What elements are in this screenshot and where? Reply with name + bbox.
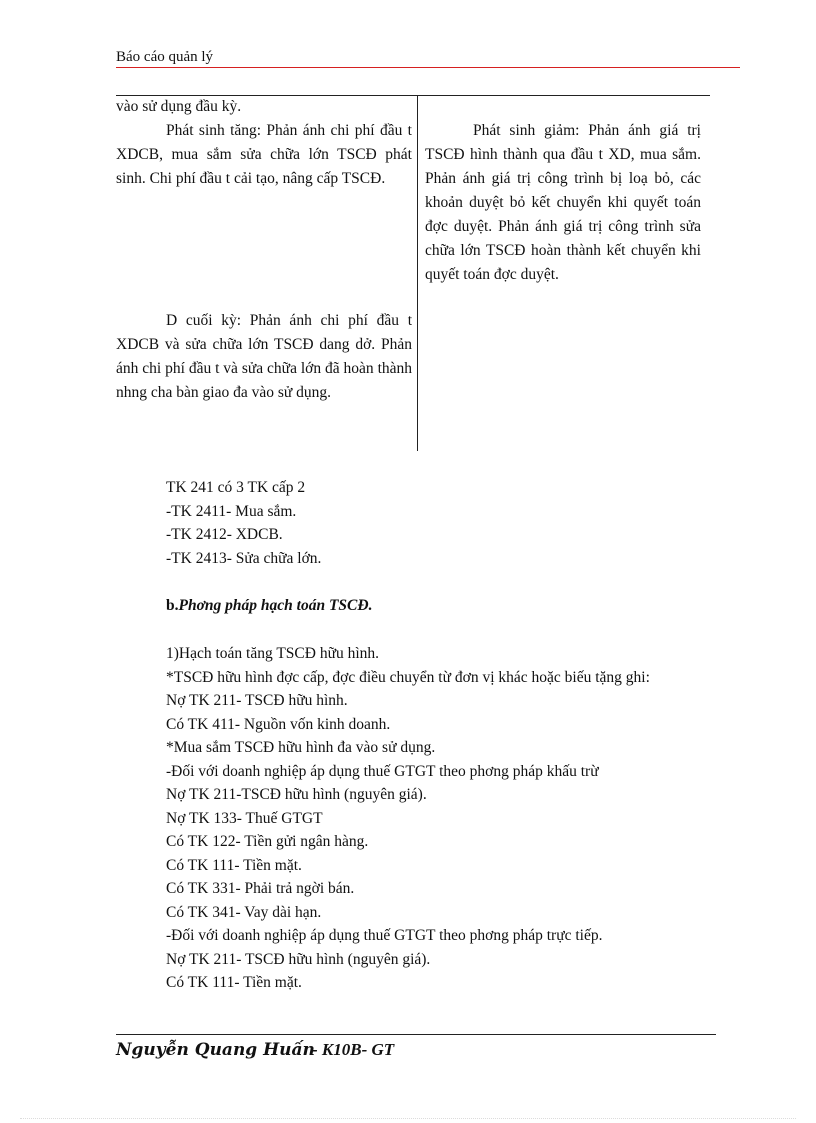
entry-line: Có TK 122- Tiền gửi ngân hàng. <box>166 833 369 850</box>
entry-line: -Đối với doanh nghiệp áp dụng thuế GTGT theo phơng pháp trực tiếp. <box>166 927 603 944</box>
entry-line: Có TK 341- Vay dài hạn. <box>166 903 322 921</box>
left-carry-line: vào sử dụng đầu kỳ. <box>116 98 242 115</box>
right-decrease-text: Phát sinh giảm: Phản ánh giá trị TSCĐ hình thành qua đầu t XD, mua sắm. Phản ánh giá trị công trình bị loạ bỏ, các khoản duyệt bỏ kết chuyển khi quyết toán đợc duyệt. Phản ánh giá trị công trình sửa chữa lớn TSCĐ hoàn thành kết chuyển khi quyết toán đợc duyệt. <box>425 122 701 283</box>
entry-line: *Mua sắm TSCĐ hữu hình đa vào sử dụng. <box>166 739 436 756</box>
header-divider <box>116 67 740 68</box>
entry-paragraph: *TSCĐ hữu hình đợc cấp, đợc điều chuyển từ đơn vị khác hoặc biếu tặng ghi: <box>166 668 650 686</box>
table-column-divider <box>417 95 418 451</box>
page-bottom-dotted-edge <box>20 1118 796 1119</box>
left-ending-text: D cuối kỳ: Phản ánh chi phí đầu t XDCB và sửa chữa lớn TSCĐ dang dở. Phản ánh chi phí đầu t và sửa chữa lớn đã hoàn thành nhng cha bàn giao đa vào sử dụng. <box>116 312 412 401</box>
account-item: -TK 2413- Sửa chữa lớn. <box>166 549 322 567</box>
footer-author-signature: Nguyễn Quang Huấn <box>116 1040 315 1060</box>
section-b-heading <box>116 594 738 618</box>
table-right-column <box>425 119 701 287</box>
table-left-column <box>116 95 412 191</box>
entry-line: 1)Hạch toán tăng TSCĐ hữu hình. <box>166 645 380 662</box>
section-b-title: Phơng pháp hạch toán TSCĐ. <box>178 597 373 614</box>
entry-line: Nợ TK 211-TSCĐ hữu hình (nguyên giá). <box>166 786 427 803</box>
table-left-ending <box>116 309 412 405</box>
entry-line: Có TK 111- Tiền mặt. <box>166 856 302 874</box>
entry-line: -Đối với doanh nghiệp áp dụng thuế GTGT theo phơng pháp khấu trừ <box>166 762 599 780</box>
entry-line: Nợ TK 211- TSCĐ hữu hình (nguyên giá). <box>166 950 431 968</box>
account-item: -TK 2412- XDCB. <box>166 526 283 543</box>
section-b-prefix: b. <box>166 597 179 614</box>
account-list <box>116 476 738 570</box>
account-item: -TK 2411- Mua sắm. <box>166 502 297 520</box>
footer-divider <box>116 1034 716 1035</box>
entry-line: Có TK 111- Tiền mặt. <box>166 974 302 991</box>
left-increase-text: Phát sinh tăng: Phản ánh chi phí đầu t XDCB, mua sắm sửa chữa lớn TSCĐ phát sinh. Chi phí đầu t cải tạo, nâng cấp TSCĐ. <box>116 122 412 187</box>
entry-line: Nợ TK 133- Thuế GTGT <box>166 809 323 827</box>
account-intro: TK 241 có 3 TK cấp 2 <box>166 479 306 496</box>
entry-line: Có TK 411- Nguồn vốn kinh doanh. <box>166 715 391 733</box>
page-header-title: Báo cáo quản lý <box>116 49 214 65</box>
footer-class-code: - K10B- GT <box>312 1040 395 1059</box>
entry-line: Nợ TK 211- TSCĐ hữu hình. <box>166 692 348 709</box>
accounting-entries <box>116 642 738 995</box>
entry-line: Có TK 331- Phải trả ngời bán. <box>166 880 355 897</box>
